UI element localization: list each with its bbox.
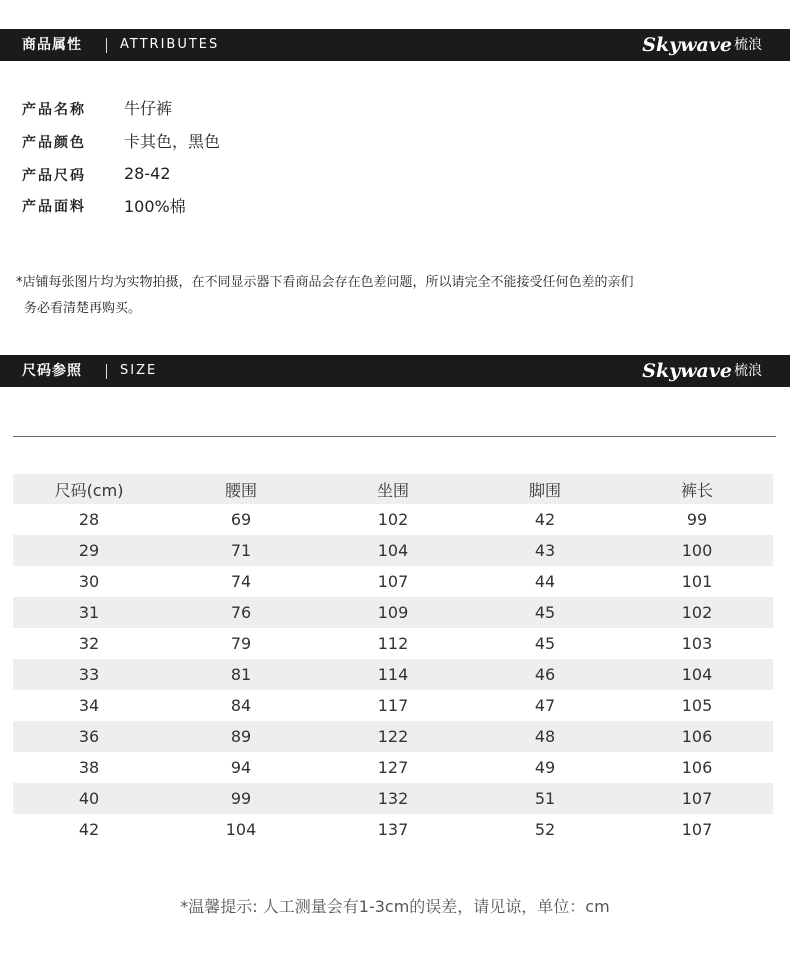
cell-waist: 69: [230, 510, 252, 529]
cell-leg-opening: 47: [534, 696, 556, 715]
attribute-label: 产品颜色: [22, 135, 86, 151]
divider-line: [13, 436, 776, 437]
note-line-1: *店铺每张图片均为实物拍摄，在不同显示器下看商品会存在色差问题，所以请完全不能接受任何色差的亲们: [16, 275, 634, 290]
column-header-leg-opening: 脚围: [469, 474, 621, 504]
cell-waist: 76: [165, 597, 317, 628]
cell-waist: 84: [230, 696, 252, 715]
brand-logo-cn: 梳浪: [734, 363, 762, 379]
attributes-title: 商品属性: [22, 37, 82, 53]
cell-hip: 107: [377, 572, 409, 591]
cell-leg-opening: 48: [469, 721, 621, 752]
cell-size: 42: [78, 820, 100, 839]
brand-logo: [642, 355, 762, 387]
cell-hip: 137: [377, 820, 409, 839]
cell-leg-opening: 43: [469, 535, 621, 566]
cell-size: 40: [13, 783, 165, 814]
attributes-header-bar: [0, 29, 790, 61]
cell-length: 102: [621, 597, 773, 628]
cell-waist: 94: [230, 758, 252, 777]
color-disclaimer-note: [16, 270, 736, 322]
cell-leg-opening: 42: [534, 510, 556, 529]
note-line-2: 务必看清楚再购买。: [24, 301, 142, 316]
title-separator: [106, 364, 107, 379]
title-separator: [106, 38, 107, 53]
brand-logo-latin: Skywave: [642, 360, 732, 382]
cell-leg-opening: 49: [534, 758, 556, 777]
cell-hip: 117: [377, 696, 409, 715]
cell-size: 31: [13, 597, 165, 628]
cell-length: 107: [681, 820, 713, 839]
cell-waist: 89: [165, 721, 317, 752]
cell-hip: 109: [317, 597, 469, 628]
cell-leg-opening: 45: [534, 634, 556, 653]
cell-size: 33: [13, 659, 165, 690]
cell-hip: 132: [317, 783, 469, 814]
table-row: [13, 535, 773, 566]
cell-waist: 74: [230, 572, 252, 591]
column-header-size: 尺码(cm): [13, 474, 165, 504]
size-header-bar: [0, 355, 790, 387]
attribute-label: 产品名称: [22, 102, 86, 118]
column-header-hip: 坐围: [317, 474, 469, 504]
cell-hip: 104: [317, 535, 469, 566]
cell-leg-opening: 44: [534, 572, 556, 591]
cell-size: 32: [78, 634, 100, 653]
size-title: 尺码参照: [22, 363, 82, 379]
attribute-label: 产品尺码: [22, 168, 86, 184]
cell-length: 103: [681, 634, 713, 653]
cell-length: 105: [681, 696, 713, 715]
cell-leg-opening: 46: [469, 659, 621, 690]
cell-length: 107: [621, 783, 773, 814]
cell-waist: 81: [165, 659, 317, 690]
attribute-value: 28-42: [124, 164, 171, 183]
cell-hip: 102: [377, 510, 409, 529]
attribute-label: 产品面料: [22, 199, 86, 215]
table-row: [13, 504, 773, 535]
attribute-value: 100%棉: [124, 197, 186, 216]
table-row: [13, 690, 773, 721]
cell-leg-opening: 52: [534, 820, 556, 839]
cell-length: 106: [621, 721, 773, 752]
table-row: [13, 597, 773, 628]
attributes-subtitle: ATTRIBUTES: [120, 37, 220, 52]
cell-length: 100: [621, 535, 773, 566]
attribute-value: 卡其色，黑色: [124, 132, 221, 151]
cell-size: 34: [78, 696, 100, 715]
column-header-length: 裤长: [621, 474, 773, 504]
brand-logo: [642, 29, 762, 61]
attribute-value: 牛仔裤: [124, 99, 173, 118]
table-header-row: [13, 474, 773, 504]
cell-waist: 104: [225, 820, 257, 839]
table-row: [13, 814, 773, 845]
cell-size: 28: [78, 510, 100, 529]
cell-waist: 99: [165, 783, 317, 814]
measurement-footnote: *温馨提示: 人工测量会有1-3cm的误差，请见谅，单位：cm: [180, 897, 610, 916]
table-row: [13, 783, 773, 814]
cell-length: 104: [621, 659, 773, 690]
cell-length: 106: [681, 758, 713, 777]
size-subtitle: SIZE: [120, 363, 158, 378]
table-row: [13, 721, 773, 752]
table-row: [13, 752, 773, 783]
size-chart-table: [13, 474, 773, 845]
cell-hip: 127: [377, 758, 409, 777]
cell-leg-opening: 51: [469, 783, 621, 814]
table-row: [13, 659, 773, 690]
cell-waist: 71: [165, 535, 317, 566]
column-header-waist: 腰围: [165, 474, 317, 504]
cell-size: 36: [13, 721, 165, 752]
cell-leg-opening: 45: [469, 597, 621, 628]
cell-waist: 79: [230, 634, 252, 653]
brand-logo-latin: Skywave: [642, 34, 732, 56]
cell-hip: 112: [377, 634, 409, 653]
cell-length: 101: [681, 572, 713, 591]
table-row: [13, 566, 773, 597]
cell-hip: 122: [317, 721, 469, 752]
cell-size: 30: [78, 572, 100, 591]
cell-size: 29: [13, 535, 165, 566]
cell-size: 38: [78, 758, 100, 777]
cell-hip: 114: [317, 659, 469, 690]
brand-logo-cn: 梳浪: [734, 37, 762, 53]
table-row: [13, 628, 773, 659]
cell-length: 99: [686, 510, 708, 529]
